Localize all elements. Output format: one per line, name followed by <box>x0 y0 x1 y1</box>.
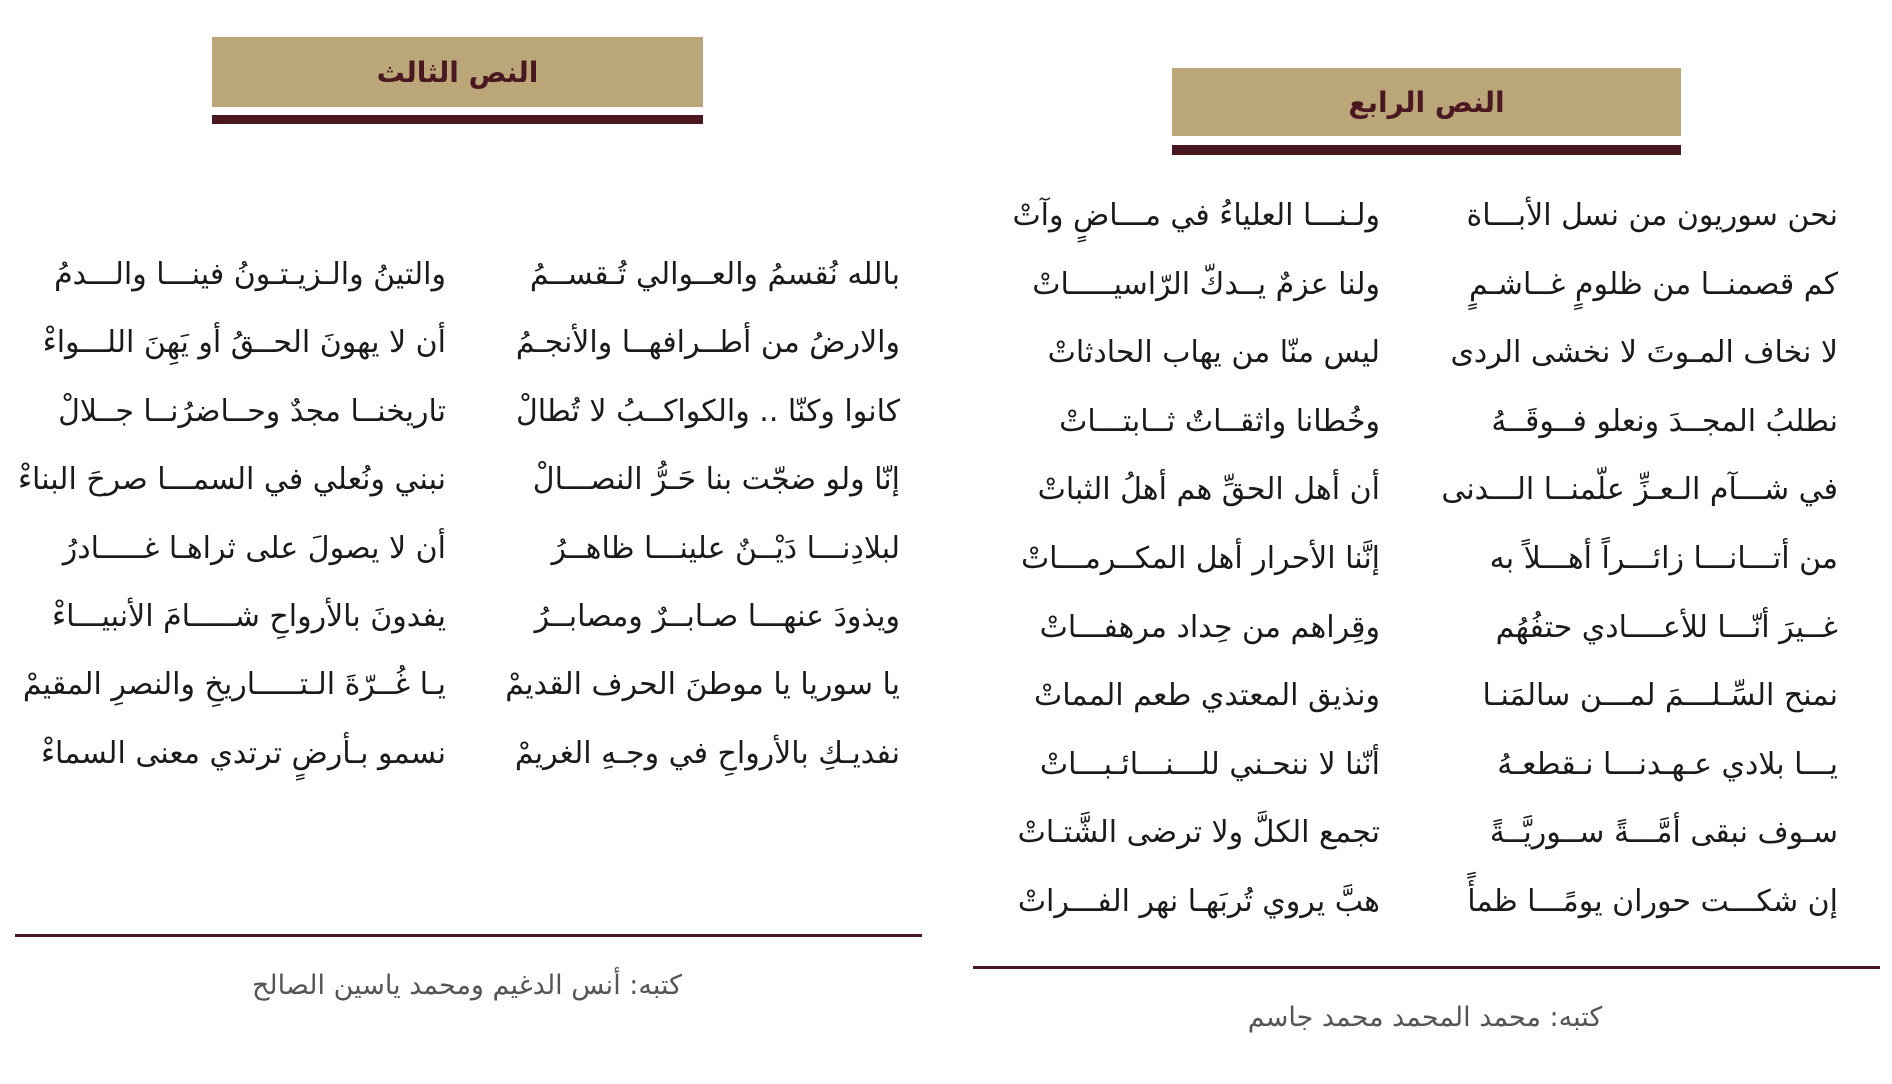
verse-line: نفديـكِ بالأرواحِ في وجـهِ الغريمْ <box>514 735 900 771</box>
verse-line: وخُطانا واثقــاتٌ ثــابتـــاتْ <box>1059 403 1380 439</box>
poem4-title: النص الرابع <box>1348 85 1505 119</box>
verse-line: أن أهل الحقِّ هم أهلُ الثباتْ <box>1037 472 1380 508</box>
verse-line: يـــا بلادي عـهـدنـــا نـقطعـهُ <box>1497 746 1838 782</box>
verse-line: ولنا عزمٌ يــدكّ الرّاسيـــــاتْ <box>1032 266 1380 302</box>
verse-line: تاريخنــا مجدٌ وحــاضرُنــا جــلالْ <box>58 393 446 429</box>
verse-line: هبَّ يروي تُربَهـا نهر الفـــراتْ <box>1017 884 1380 919</box>
verse-line: والتينُ والـزيـتـونُ فينـــا والـــدمُ <box>54 257 446 292</box>
verse-line: وقِراهم من حِداد مرهفـــاتْ <box>1039 609 1380 645</box>
poem4-title-banner <box>1172 68 1681 136</box>
poem3-title-banner <box>212 37 703 107</box>
poem3-title-underline <box>212 115 703 124</box>
verse-line: تجمع الكلَّ ولا ترضى الشَّتـاتْ <box>1017 815 1380 851</box>
verse-line: ولـنـــا العلياءُ في مـــاضٍ وآتْ <box>1012 198 1380 233</box>
verse-line: في شـــآم الـعـزِّ علّمنــا الـــدنى <box>1441 472 1838 508</box>
verse-line: ليس منّا من يهاب الحادثاتْ <box>1047 335 1380 371</box>
verse-line: غــيرَ أنّـــا للأعــــادي حتفُهُم <box>1495 609 1838 645</box>
verse-line: كانوا وكنّا .. والكواكــبُ لا تُطالْ <box>515 393 900 429</box>
verse-line: نمنح السِّـلـــمَ لمـــن سالمَنـا <box>1482 678 1838 714</box>
poem3-title: النص الثالث <box>376 55 539 89</box>
verse-line: لبلادِنـــا دَيْــنٌ علينـــا ظاهــرُ <box>551 530 900 566</box>
verse-line: أن لا يهونَ الحــقُ أو يَهِنَ اللـــواءْ <box>42 325 446 361</box>
poem4-author: كتبه: محمد المحمد محمد جاسم <box>1247 1002 1603 1033</box>
poem4-title-underline <box>1172 145 1681 155</box>
verse-line: ونذيق المعتدي طعم المماتْ <box>1034 678 1380 714</box>
poem3-divider <box>15 934 922 937</box>
verse-line: بالله نُقسمُ والعــوالي تُـقســمُ <box>529 257 900 292</box>
verse-line: يا سوريا يا موطنَ الحرف القديمْ <box>505 667 900 703</box>
verse-line: يفدونَ بالأرواحِ شـــــامَ الأنبيـــاءْ <box>52 599 446 634</box>
verse-line: ويذودَ عنهـــا صـابــرٌ ومصابــرُ <box>534 599 900 634</box>
verse-line: نبني ونُعلي في السمـــا صرحَ البناءْ <box>17 462 446 498</box>
poem4-divider <box>973 966 1880 969</box>
verse-line: كم قصمنــا من ظلومٍ غــاشـمٍ <box>1469 266 1838 302</box>
poem3-author: كتبه: أنس الدغيم ومحمد ياسين الصالح <box>251 970 683 1001</box>
verse-line: أن لا يصولَ على ثراهـا غـــــادرُ <box>62 530 446 566</box>
verse-line: سـوف نبقى أمَّـــةً ســوريَّــةً <box>1489 815 1838 851</box>
verse-line: والارضُ من أطــرافهــا والأنجـمُ <box>515 325 900 361</box>
verse-line: إنّا ولو ضجّت بنا حَـرُّ النصـــالْ <box>532 462 900 498</box>
verse-line: نطلبُ المجــدَ ونعلو فــوقَــهُ <box>1491 403 1838 439</box>
verse-line: نحن سوريون من نسل الأبـــاة <box>1466 198 1838 233</box>
verse-line: من أتـــانـــا زائـــراً أهـــلاً به <box>1489 541 1838 576</box>
verse-line: لا نخاف المـوتَ لا نخشى الردى <box>1450 335 1838 371</box>
verse-line: إن شكـــت حوران يومًـــا ظمأً <box>1467 884 1838 919</box>
verse-line: نسمو بـأرضٍ ترتدي معنى السماءْ <box>40 735 446 771</box>
verse-line: يـا غُــرّةَ الـتـــــاريخِ والنصرِ المقيمْ <box>22 667 446 703</box>
verse-line: أنّنا لا ننحـني للـــنـــائـبـــاتْ <box>1039 746 1380 782</box>
verse-line: إنَّنا الأحرار أهل المكــرمـــاتْ <box>1020 541 1380 576</box>
